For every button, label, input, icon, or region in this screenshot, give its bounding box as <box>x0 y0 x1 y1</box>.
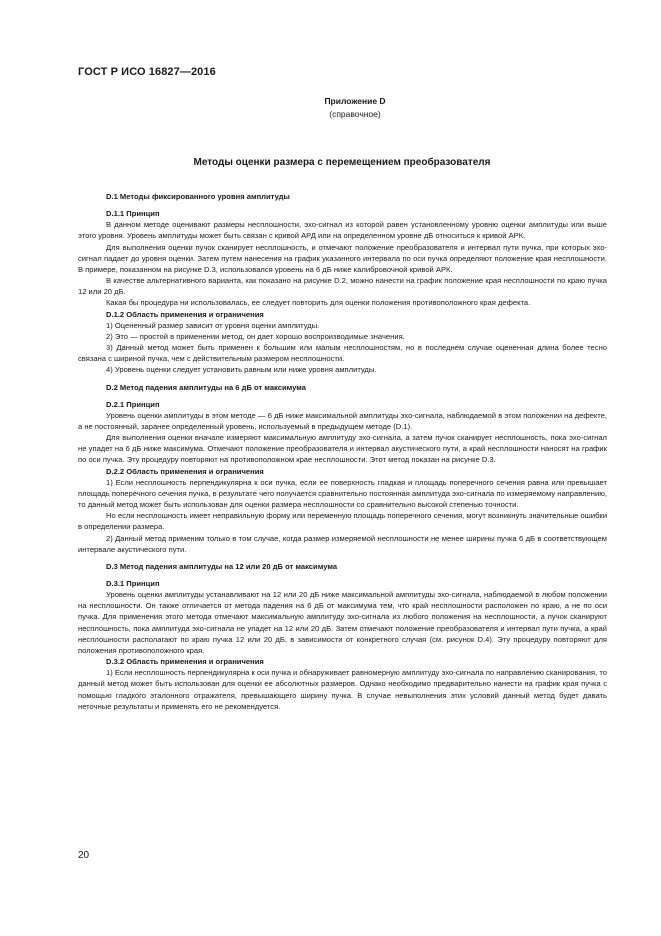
paragraph: Уровень оценки амплитуды в этом методе — 6 дБ ниже максимальной амплитуды эхо-сигнала, наблюдаемой в этом положении на дефекте, а не постоянный, заранее определенный уровень, используемый в предыдущем методе (D.1). <box>78 410 607 431</box>
subsection-heading-d31: D.3.1 Принцип <box>106 579 160 588</box>
paragraph: В качестве альтернативного варианта, как показано на рисунке D.2, можно нанести на график положение края несплошности по краю пучка 12 или 20 дБ. <box>78 276 607 297</box>
subsection-heading-d32: D.3.2 Область применения и ограничения <box>106 657 264 667</box>
list-item: 4) Уровень оценки следует установить равным или ниже уровня амплитуды. <box>106 365 377 375</box>
appendix-subtitle: (справочное) <box>329 109 381 119</box>
list-item: 3) Данный метод может быть применен к большим или малым несплошностям, но в последнем случае оцененная длина более тесно связана с шириной пучка, чем с действительным размером несплошности. <box>78 343 607 364</box>
list-item: 1) Оцененный размер зависит от уровня оценки амплитуды. <box>106 320 320 330</box>
paragraph: 2) Данный метод применим только в том случае, когда размер измеряемой несплошности не менее ширины пучка 6 дБ в соответствующем интервале акустического пути. <box>78 533 607 554</box>
list-item: 2) Это — простой в применении метод, он дает хорошо воспроизводимые значения. <box>106 331 405 341</box>
document-body <box>78 185 607 712</box>
appendix-title: Приложение D <box>324 96 386 106</box>
paragraph: Какая бы процедура ни использовалась, ее следует повторить для оценки положения противоположного края дефекта. <box>106 298 531 308</box>
paragraph: 1) Если несплошность перпендикулярна к оси пучка, если ее поверхность гладкая и площадь поперечного сечения равна или превышает площадь поперечного сечения пучка, в результате чего получается сравнительно постоянная амплитуда эхо-сигнала по измеряемому направлению, то данный метод может быть использован для оценки размера несплошности со сравнительно высокой степенью точности. <box>78 477 607 510</box>
paragraph: Для выполнения оценки вначале измеряют максимальную амплитуду эхо-сигнала, а затем пучок сканирует несплошность, пока эхо-сигнал не упадет на 6 дБ ниже максимума. Отмечают положение преобразователя и интервал акустического пути, а край несплошности наносят на график по оси пучка. Эту процедуру повторяют на противоположном крае несплошности. Этот метод показан на рисунке D.3. <box>78 433 607 465</box>
page-title: Методы оценки размера с перемещением преобразователя <box>193 157 491 168</box>
paragraph: Но если несплошность имеет неправильную форму или переменную площадь поперечного сечения, могут возникнуть значительные ошибки в определении размера. <box>78 511 607 532</box>
paragraph: Для выполнения оценки пучок сканирует несплошность, и отмечают положение преобразователя и интервал пути пучка, при которых эхо-сигнал падает до уровня оценки. Затем путем нанесения на график указанного интервала по оси пучка определяют положение края несплошности. В примере, показанном на рисунке D.3, использовался уровень на 6 дБ ниже калибровочной кривой АРК. <box>78 242 607 274</box>
page-number: 20 <box>78 850 90 861</box>
standard-header: ГОСТ Р ИСО 16827—2016 <box>78 66 216 78</box>
section-heading-d1: D.1 Методы фиксированного уровня амплитуды <box>106 192 290 201</box>
paragraph: В данном методе оценивают размеры несплошности, эхо-сигнал из которой равен установленному уровню оценки амплитуды или выше этого уровня. Уровень амплитуды может быть связан с кривой АРД или на определенном уровне дБ относиться к кривой АРК. <box>78 220 607 241</box>
paragraph: Уровень оценки амплитуды устанавливают на 12 или 20 дБ ниже максимальной амплитуды эхо-сигнала, наблюдаемой в любом положении на несплошности. Он также отличается от метода падения на 6 дБ от максимума тем, что край несплошности расположен по краю, а не по оси пучка. Для применения этого метода отмечают максимальную амплитуду эхо-сигнала из любого положения на несплошности, а пучок сканируют несплошность, пока амплитуда эхо-сигнала не упадет на 12 или 20 дБ. Затем отмечают положение преобразователя и интервал пути пучка, а край несплошности располагают по краю пучка 12 или 20 дБ, в зависимости от конкретного случая (см. рисунок D.4). Эту процедуру повторяют для положения противоположного края. <box>78 590 607 655</box>
subsection-heading-d22: D.2.2 Область применения и ограничения <box>106 466 264 476</box>
subsection-heading-d21: D.2.1 Принцип <box>106 399 160 409</box>
subsection-heading-d12: D.1.2 Область применения и ограничения <box>106 309 264 319</box>
section-heading-d2: D.2 Метод падения амплитуды на 6 дБ от максимума <box>106 382 307 392</box>
appendix-label <box>300 95 410 121</box>
section-heading-d3: D.3 Метод падения амплитуды на 12 или 20 дБ от максимума <box>106 561 338 571</box>
subsection-heading-d11: D.1.1 Принцип <box>106 209 160 219</box>
paragraph: 1) Если несплошность перпендикулярна к оси пучка и обнаруживает равномерную амплитуду эхо-сигнала по направлению сканирования, то данный метод может быть использован для оценки ее абсолютных размеров. Однако необходимо предварительно нанести на график края пучка с помощью гладкого эталонного отражателя, превышающего ширину пучка. В случае невыполнения этих условий данный метод будет давать неточные результаты и применять его не рекомендуется. <box>78 668 607 711</box>
